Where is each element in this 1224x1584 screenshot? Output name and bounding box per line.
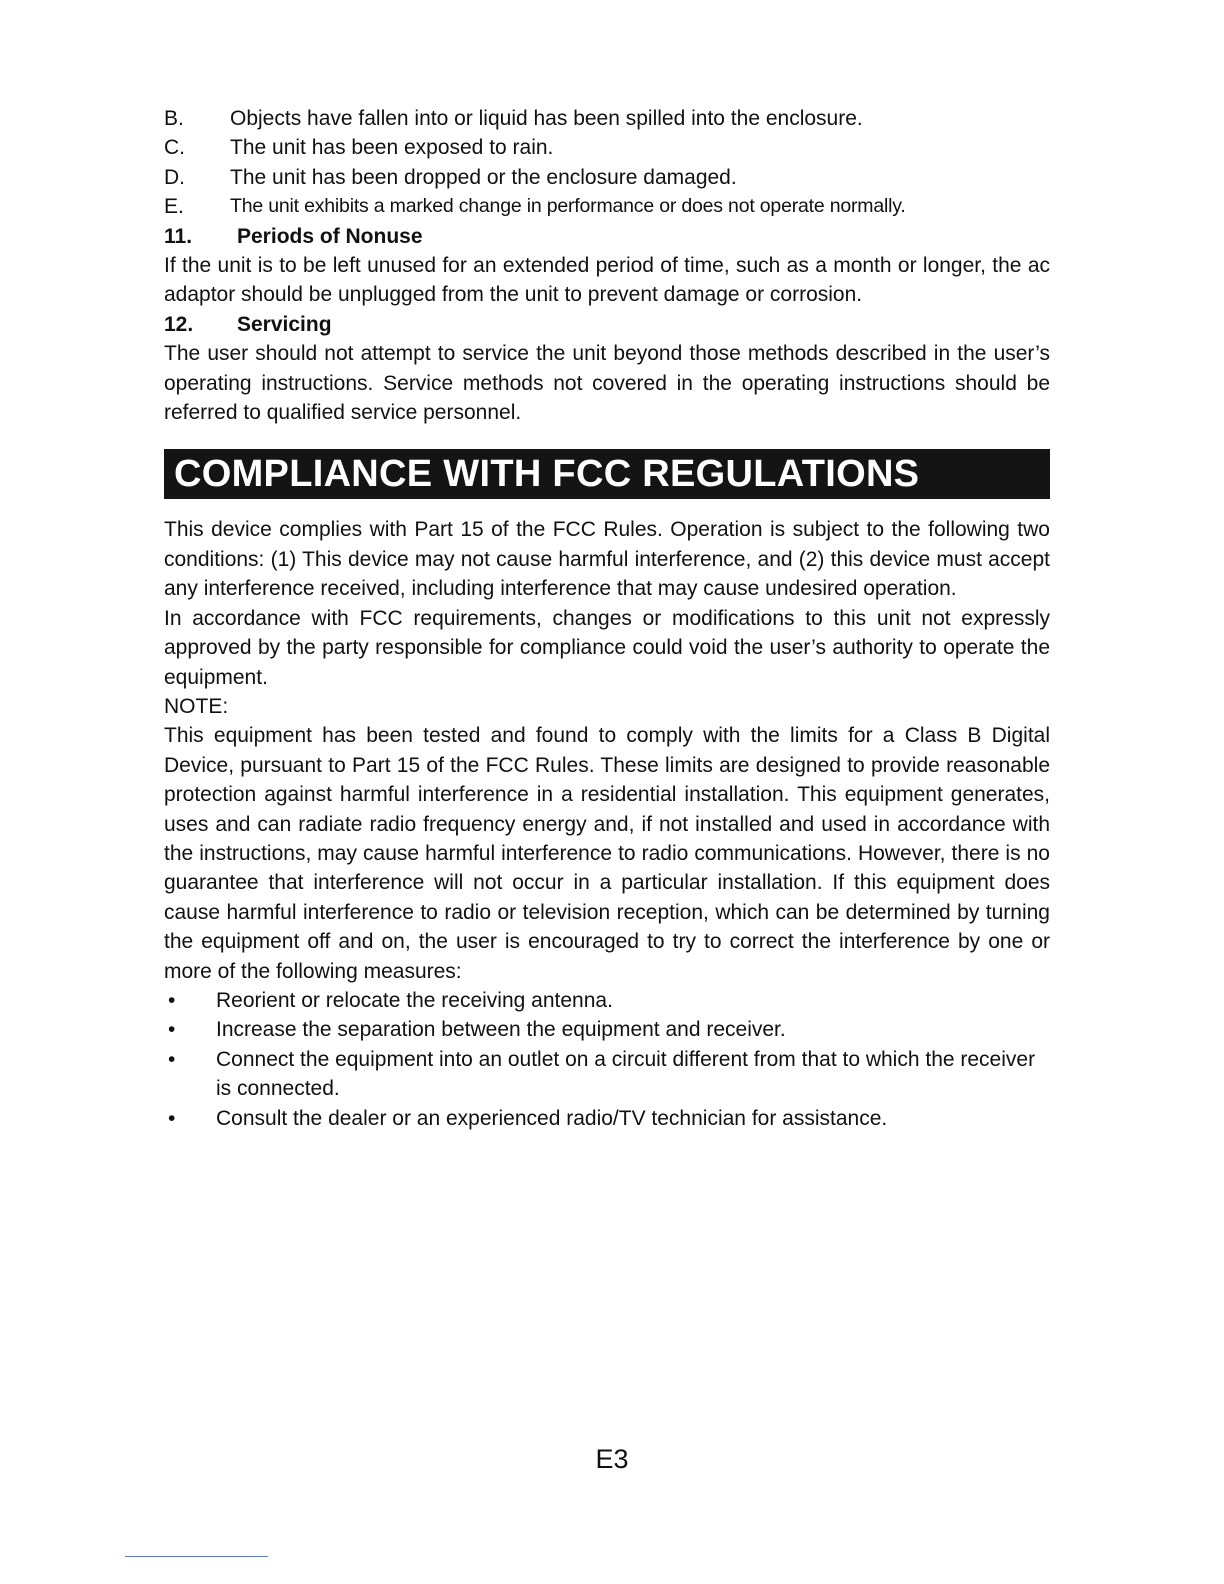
note-paragraph: This equipment has been tested and found to comply with the limits for a Class B Digital Device, pursuant to Part 15 of the FCC Rules. These limits are designed to provide reasonable protection against harmful interference in a residential installation. This equipment generates, uses and can radiate radio frequency energy and, if not installed and used in accordance with the instructions, may cause harmful interference to radio communications. However, there is no guarantee that interference will not occur in a particular installation. If this equipment does cause harmful interference to radio or television reception, which can be determined by turning the equipment off and on, the user is encouraged to try to correct the interference by one or more of the following measures: — [164, 724, 1050, 983]
section-number: 12. — [164, 312, 194, 336]
section-title: Periods of Nonuse — [237, 224, 423, 248]
list-item — [164, 133, 1050, 162]
measure-item — [164, 1045, 1050, 1104]
list-item-text: The unit exhibits a marked change in performance or does not operate normally. — [230, 195, 906, 218]
measure-text: Connect the equipment into an outlet on a circuit different from that to which the receiver is connected. — [216, 1047, 1036, 1101]
servicing-paragraph: The user should not attempt to service the unit beyond those methods described in the user’s operating instructions. Service methods not covered in the operating instructions should be referred to qualified service personnel. — [164, 342, 1050, 425]
fcc-paragraph-conditions: This device complies with Part 15 of the FCC Rules. Operation is subject to the following two conditions: (1) This device may not cause harmful interference, and (2) this device must accept any interference received, including interference that may cause undesired operation. — [164, 518, 1050, 601]
measure-item — [164, 1104, 1050, 1133]
fcc-paragraph-modifications: In accordance with FCC requirements, changes or modifications to this unit not expressly approved by the party responsible for compliance could void the user’s authority to operate the equipment. — [164, 606, 1050, 689]
measure-text: Reorient or relocate the receiving antenna. — [216, 988, 613, 1012]
section-heading-nonuse — [164, 222, 1050, 251]
footer-rule — [125, 1556, 268, 1557]
list-item-text: The unit has been dropped or the enclosure damaged. — [230, 165, 737, 189]
list-item-letter: C. — [164, 136, 185, 160]
list-item-letter: E. — [164, 195, 184, 219]
bullet-icon: • — [168, 1018, 176, 1042]
list-item-letter: B. — [164, 107, 184, 130]
measure-item — [164, 986, 1050, 1015]
section-heading-servicing — [164, 310, 1050, 339]
bullet-icon: • — [168, 1047, 176, 1071]
measure-item — [164, 1015, 1050, 1044]
bullet-icon: • — [168, 1106, 176, 1130]
list-item — [164, 104, 1050, 133]
fcc-heading-banner: COMPLIANCE WITH FCC REGULATIONS — [164, 449, 1050, 499]
measure-text: Consult the dealer or an experienced radio/TV technician for assistance. — [216, 1106, 888, 1130]
list-item — [164, 192, 1050, 221]
section-number: 11. — [164, 224, 193, 248]
section-title: Servicing — [237, 312, 332, 336]
page-number: E3 — [595, 1444, 629, 1474]
list-item-letter: D. — [164, 165, 185, 189]
measure-text: Increase the separation between the equipment and receiver. — [216, 1018, 786, 1042]
note-label: NOTE: — [164, 694, 229, 718]
list-item — [164, 163, 1050, 192]
bullet-icon: • — [168, 988, 176, 1012]
page-content — [164, 104, 1050, 1133]
list-item-text: The unit has been exposed to rain. — [230, 136, 554, 160]
nonuse-paragraph: If the unit is to be left unused for an extended period of time, such as a month or longer, the ac adaptor should be unplugged from the unit to prevent damage or corrosion. — [164, 254, 1050, 307]
list-item-text: Objects have fallen into or liquid has been spilled into the enclosure. — [230, 107, 863, 130]
